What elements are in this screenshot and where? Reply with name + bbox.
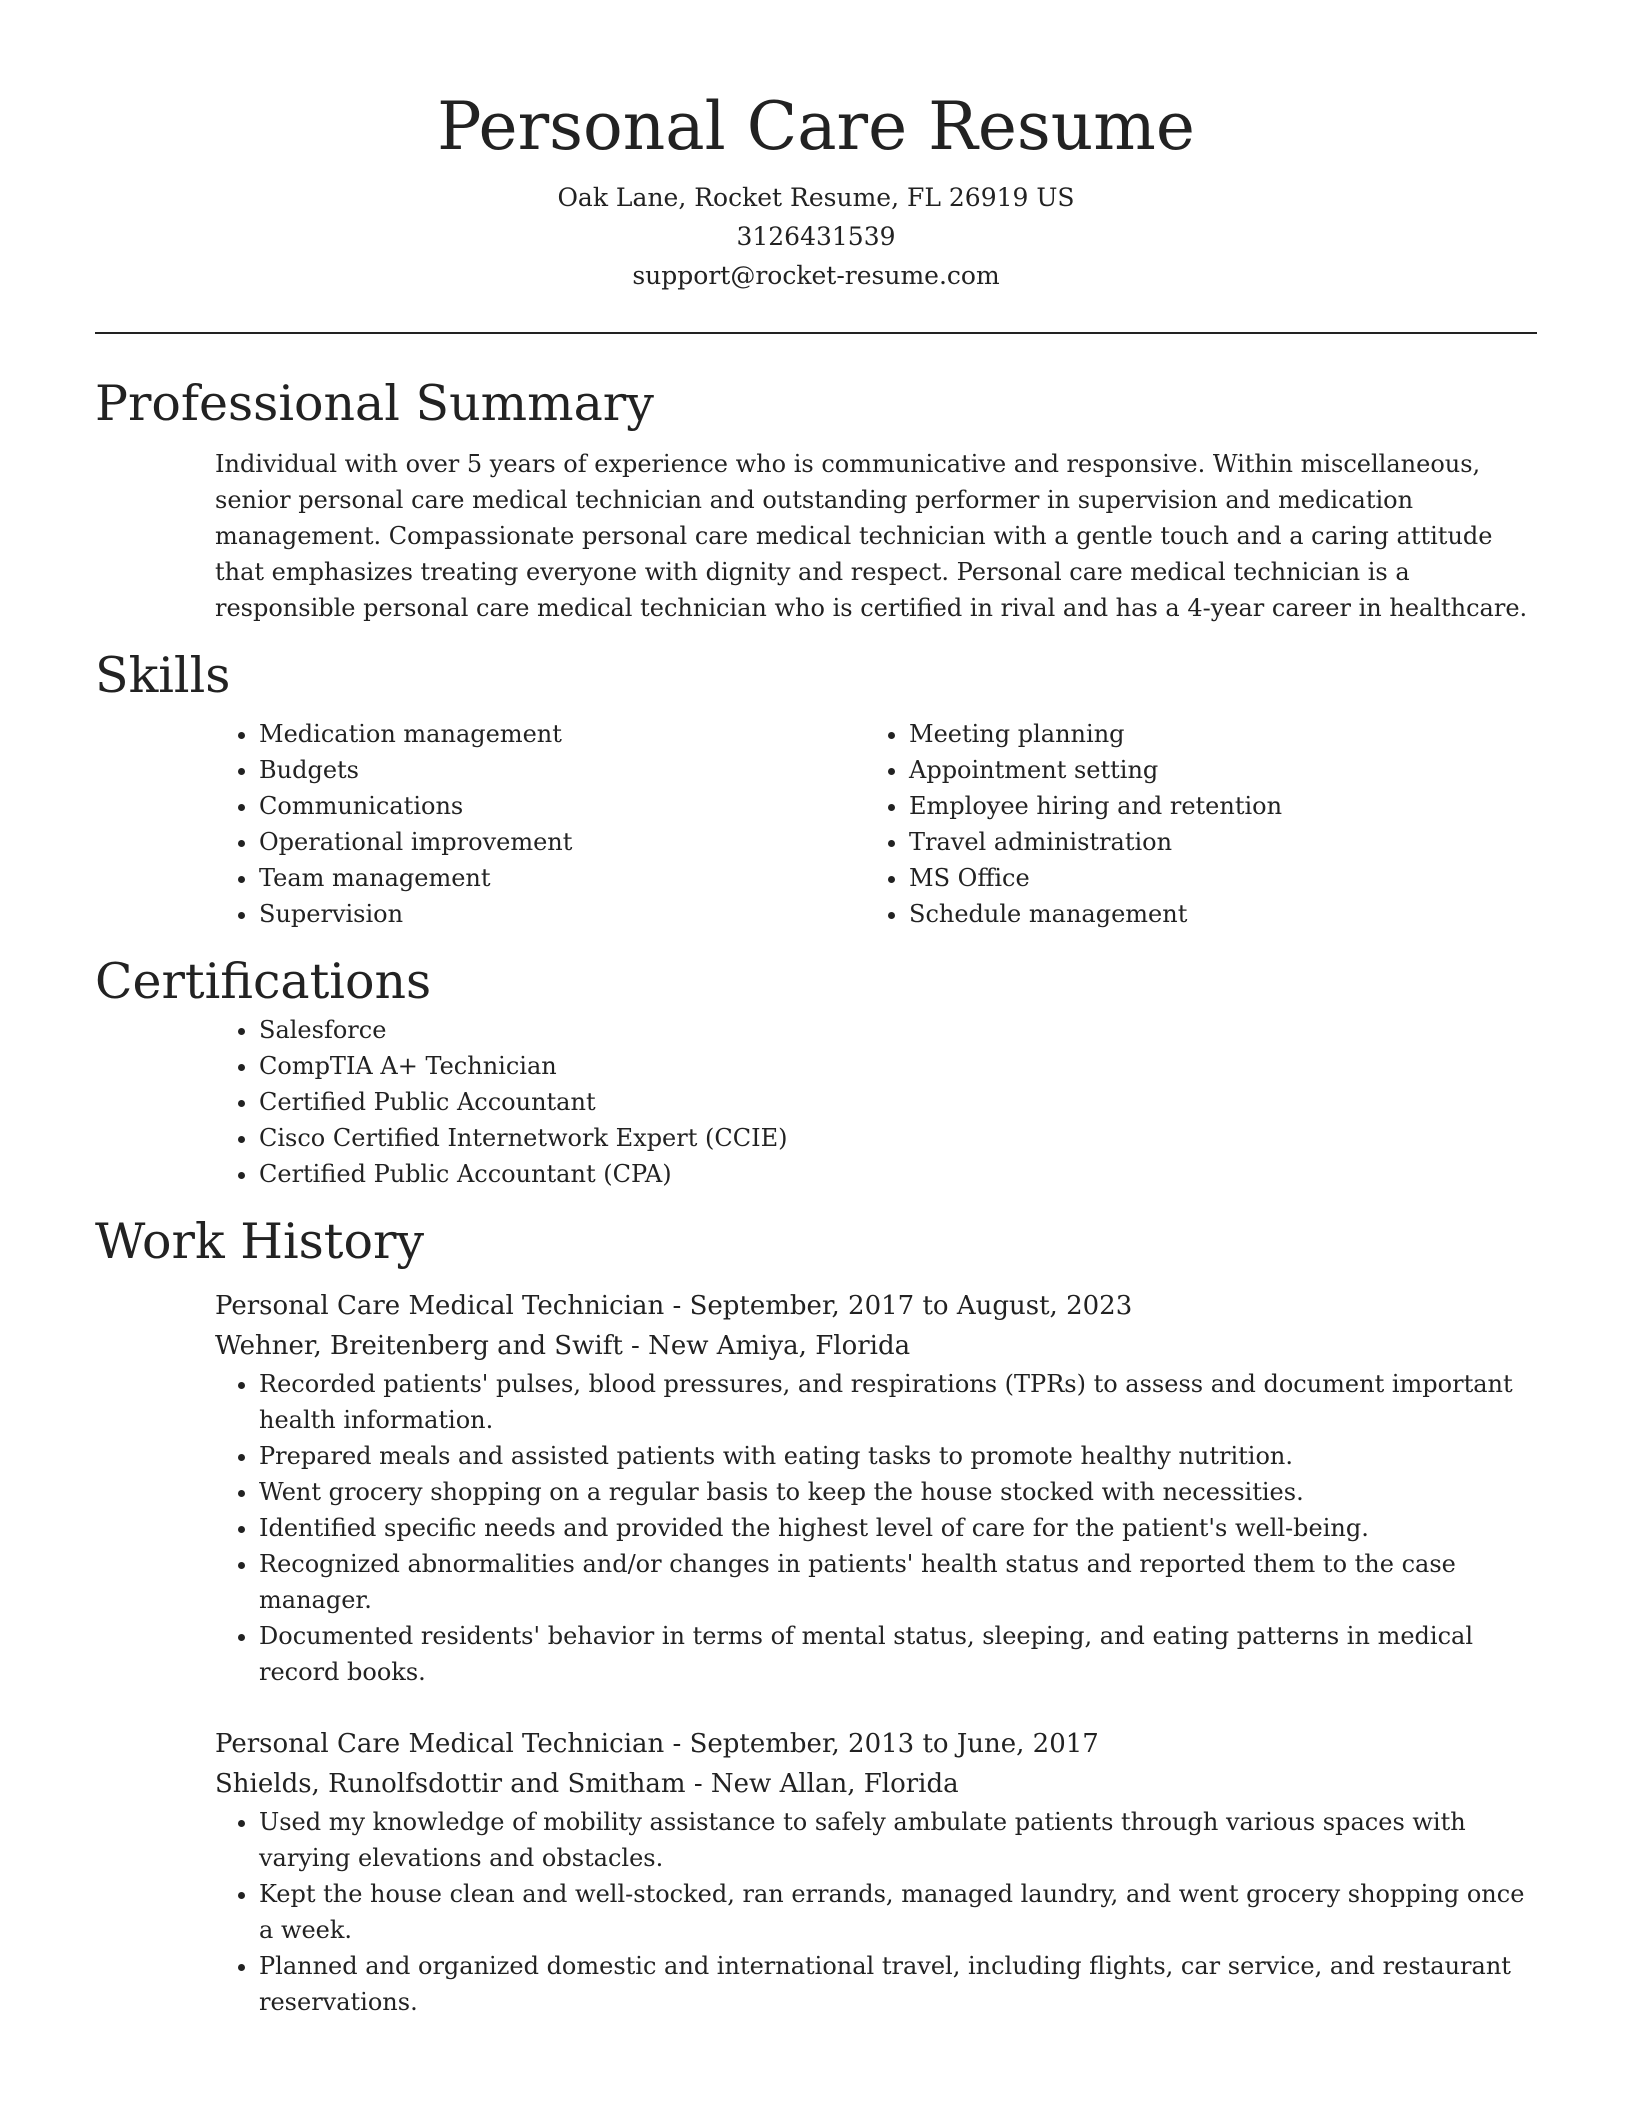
address: Oak Lane, Rocket Resume, FL 26919 US bbox=[557, 183, 1075, 212]
job-duty: • Kept the house clean and well-stocked, ran errands, managed laundry, and went grocery shopping once a week. bbox=[259, 1876, 1537, 1948]
skill-item: • Medication management bbox=[259, 716, 865, 752]
job-duties-list bbox=[215, 1804, 1537, 2020]
job-entry bbox=[215, 1724, 1537, 2020]
job-duty: • Prepared meals and assisted patients with eating tasks to promote healthy nutrition. bbox=[259, 1438, 1537, 1474]
job-dates: September, 2013 to June, 2017 bbox=[689, 1729, 1099, 1759]
job-duty: • Documented residents' behavior in terms of mental status, sleeping, and eating patterns in medical record books. bbox=[259, 1618, 1537, 1690]
job-company: Shields, Runolfsdottir and Smitham bbox=[215, 1769, 686, 1799]
job-duty: • Recognized abnormalities and/or changes in patients' health status and reported them to the case manager. bbox=[259, 1546, 1537, 1618]
phone: 3126431539 bbox=[736, 222, 896, 251]
work-history-heading: Work History bbox=[95, 1213, 425, 1270]
job-duty: • Used my knowledge of mobility assistance to safely ambulate patients through various spaces with varying elevations and obstacles. bbox=[259, 1804, 1537, 1876]
skill-item: • Employee hiring and retention bbox=[909, 788, 1515, 824]
skills-list-left bbox=[215, 716, 865, 932]
job-title-line: Personal Care Medical Technician - September, 2013 to June, 2017 bbox=[215, 1729, 1099, 1759]
skills-list-right bbox=[865, 716, 1515, 932]
job-duty: • Identified specific needs and provided the highest level of care for the patient's well-being. bbox=[259, 1510, 1537, 1546]
skills-heading: Skills bbox=[95, 647, 231, 704]
job-entry bbox=[215, 1286, 1537, 1690]
skill-item: • MS Office bbox=[909, 860, 1515, 896]
candidate-name: Personal Care Resume bbox=[437, 88, 1195, 165]
certification-item: • Cisco Certified Internetwork Expert (CCIE) bbox=[259, 1120, 1537, 1156]
summary-heading: Professional Summary bbox=[95, 375, 654, 432]
certification-item: • Certified Public Accountant (CPA) bbox=[259, 1156, 1537, 1192]
resume-header bbox=[95, 0, 1537, 295]
certification-item: • CompTIA A+ Technician bbox=[259, 1048, 1537, 1084]
job-title-line: Personal Care Medical Technician - September, 2017 to August, 2023 bbox=[215, 1291, 1133, 1321]
job-company: Wehner, Breitenberg and Swift bbox=[215, 1331, 623, 1361]
job-company-line: Wehner, Breitenberg and Swift - New Amiya, Florida bbox=[215, 1331, 911, 1361]
skill-item: • Appointment setting bbox=[909, 752, 1515, 788]
summary-text: Individual with over 5 years of experience who is communicative and responsive. Within miscellaneous, senior personal care medical technician and outstanding performer in supervision and medication management. Compassionate personal care medical technician with a gentle touch and a caring attitude that emphasizes treating everyone with dignity and respect. Personal care medical technician is a responsible personal care medical technician who is certified in rival and has a 4-year career in healthcare. bbox=[215, 450, 1528, 622]
certification-item: • Salesforce bbox=[259, 1012, 1537, 1048]
job-company-line: Shields, Runolfsdottir and Smitham - New Allan, Florida bbox=[215, 1769, 959, 1799]
certification-item: • Certified Public Accountant bbox=[259, 1084, 1537, 1120]
work-history-section bbox=[95, 1212, 1537, 2020]
job-duty: • Went grocery shopping on a regular basis to keep the house stocked with necessities. bbox=[259, 1474, 1537, 1510]
summary-section bbox=[95, 374, 1537, 626]
job-title: Personal Care Medical Technician bbox=[215, 1729, 665, 1759]
certifications-heading: Certifications bbox=[95, 953, 432, 1010]
job-duty: • Planned and organized domestic and international travel, including flights, car service, and restaurant reservations. bbox=[259, 1948, 1537, 2020]
job-location: New Amiya, Florida bbox=[648, 1331, 911, 1361]
job-duties-list bbox=[215, 1366, 1537, 1690]
job-location: New Allan, Florida bbox=[710, 1769, 959, 1799]
header-divider bbox=[95, 332, 1537, 334]
email: support@rocket-resume.com bbox=[632, 261, 1000, 290]
certifications-section bbox=[95, 952, 1537, 1192]
skill-item: • Communications bbox=[259, 788, 865, 824]
job-title: Personal Care Medical Technician bbox=[215, 1291, 665, 1321]
skill-item: • Supervision bbox=[259, 896, 865, 932]
contact-info bbox=[95, 178, 1537, 295]
skill-item: • Meeting planning bbox=[909, 716, 1515, 752]
skill-item: • Operational improvement bbox=[259, 824, 865, 860]
skills-section bbox=[95, 646, 1537, 932]
skill-item: • Budgets bbox=[259, 752, 865, 788]
job-dates: September, 2017 to August, 2023 bbox=[689, 1291, 1133, 1321]
skill-item: • Travel administration bbox=[909, 824, 1515, 860]
skill-item: • Schedule management bbox=[909, 896, 1515, 932]
certifications-list bbox=[215, 1012, 1537, 1192]
job-duty: • Recorded patients' pulses, blood pressures, and respirations (TPRs) to assess and document important health information. bbox=[259, 1366, 1537, 1438]
skill-item: • Team management bbox=[259, 860, 865, 896]
